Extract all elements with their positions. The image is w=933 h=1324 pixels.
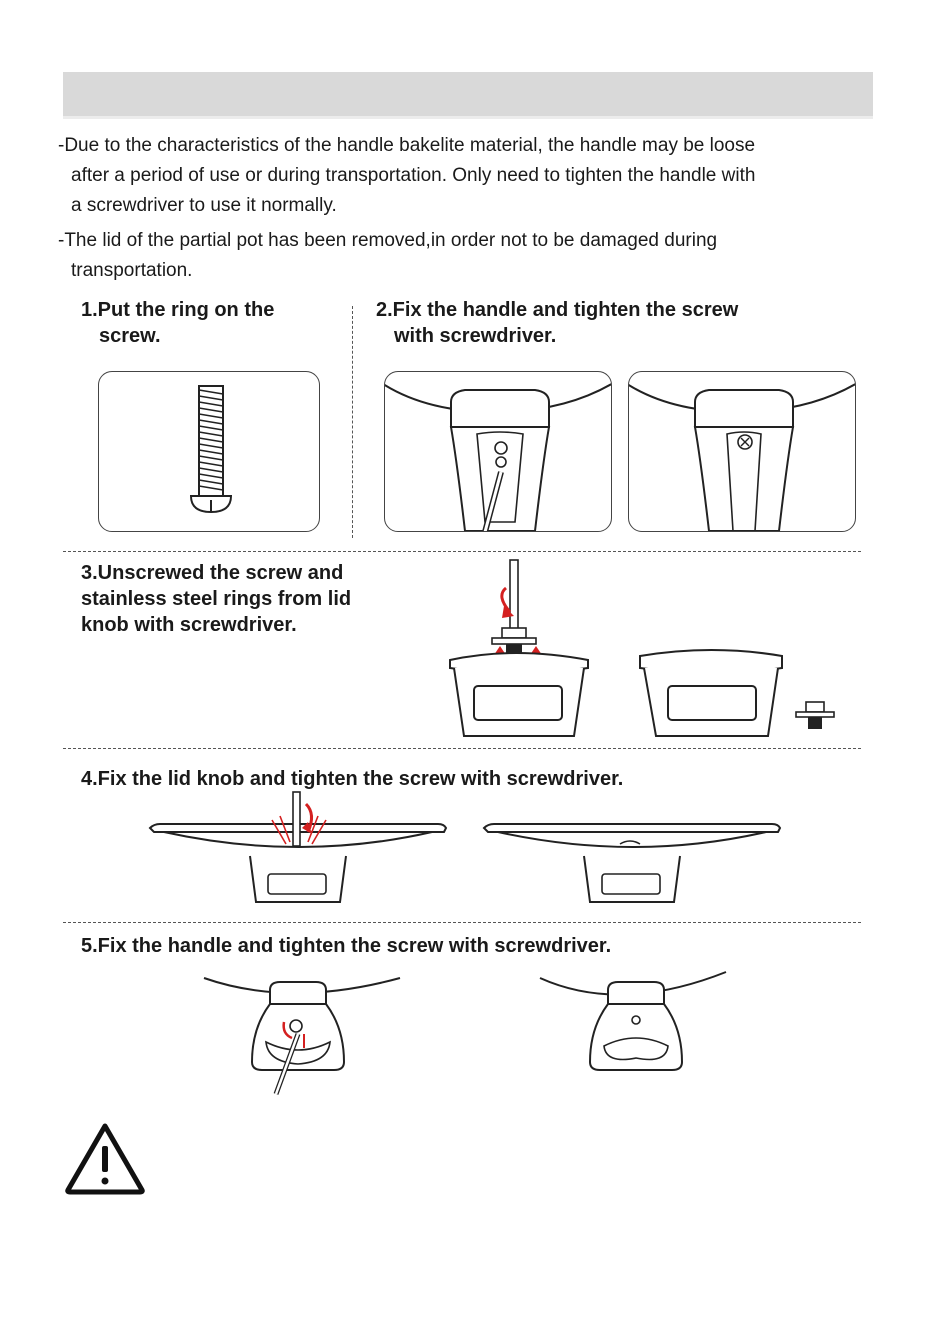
step-title-line: with screwdriver.	[394, 325, 557, 347]
lid-knob-fix-illustration	[150, 792, 790, 910]
step-title-line: knob with screwdriver.	[81, 614, 297, 636]
handle-screwdriver-icon	[385, 372, 611, 531]
step-title-line: 1.Put the ring on the	[81, 299, 275, 321]
step-5-title	[81, 933, 611, 959]
screw-icon	[99, 372, 319, 531]
step-title-line: screw.	[99, 325, 161, 347]
warning-triangle-icon	[64, 1120, 146, 1196]
handle-fixed-photo	[628, 371, 856, 532]
intro-line: -The lid of the partial pot has been removed,in order not to be damaged during	[58, 230, 718, 251]
step-1-title	[81, 297, 274, 349]
step-2-title	[376, 297, 738, 349]
step-title-line: stainless steel rings from lid	[81, 588, 352, 610]
handle-fixed-icon	[629, 372, 855, 531]
intro-line: -Due to the characteristics of the handle bakelite material, the handle may be loose	[58, 135, 756, 156]
step-4-title	[81, 766, 623, 792]
section-divider	[63, 551, 861, 552]
section-divider	[63, 922, 861, 923]
step-title-line: 3.Unscrewed the screw and	[81, 562, 344, 584]
pot-handle-fix-illustration	[200, 968, 730, 1096]
step-title-line: 2.Fix the handle and tighten the screw	[376, 299, 739, 321]
intro-line: transportation.	[71, 260, 193, 281]
section-divider	[63, 748, 861, 749]
intro-line: a screwdriver to use it normally.	[71, 195, 337, 216]
lid-knob-removal-illustration	[440, 556, 850, 742]
intro-paragraph-1	[58, 131, 755, 221]
intro-line: after a period of use or during transportation. Only need to tighten the handle with	[71, 165, 756, 186]
intro-paragraph-2	[58, 226, 717, 286]
handle-tighten-photo	[384, 371, 612, 532]
step-3-title	[81, 560, 351, 638]
step-title-line: 5.Fix the handle and tighten the screw with screwdriver.	[81, 935, 612, 957]
screw-photo	[98, 371, 320, 532]
section-header-bar	[63, 72, 873, 119]
step-title-line: 4.Fix the lid knob and tighten the screw with screwdriver.	[81, 768, 624, 790]
column-divider	[352, 306, 353, 538]
